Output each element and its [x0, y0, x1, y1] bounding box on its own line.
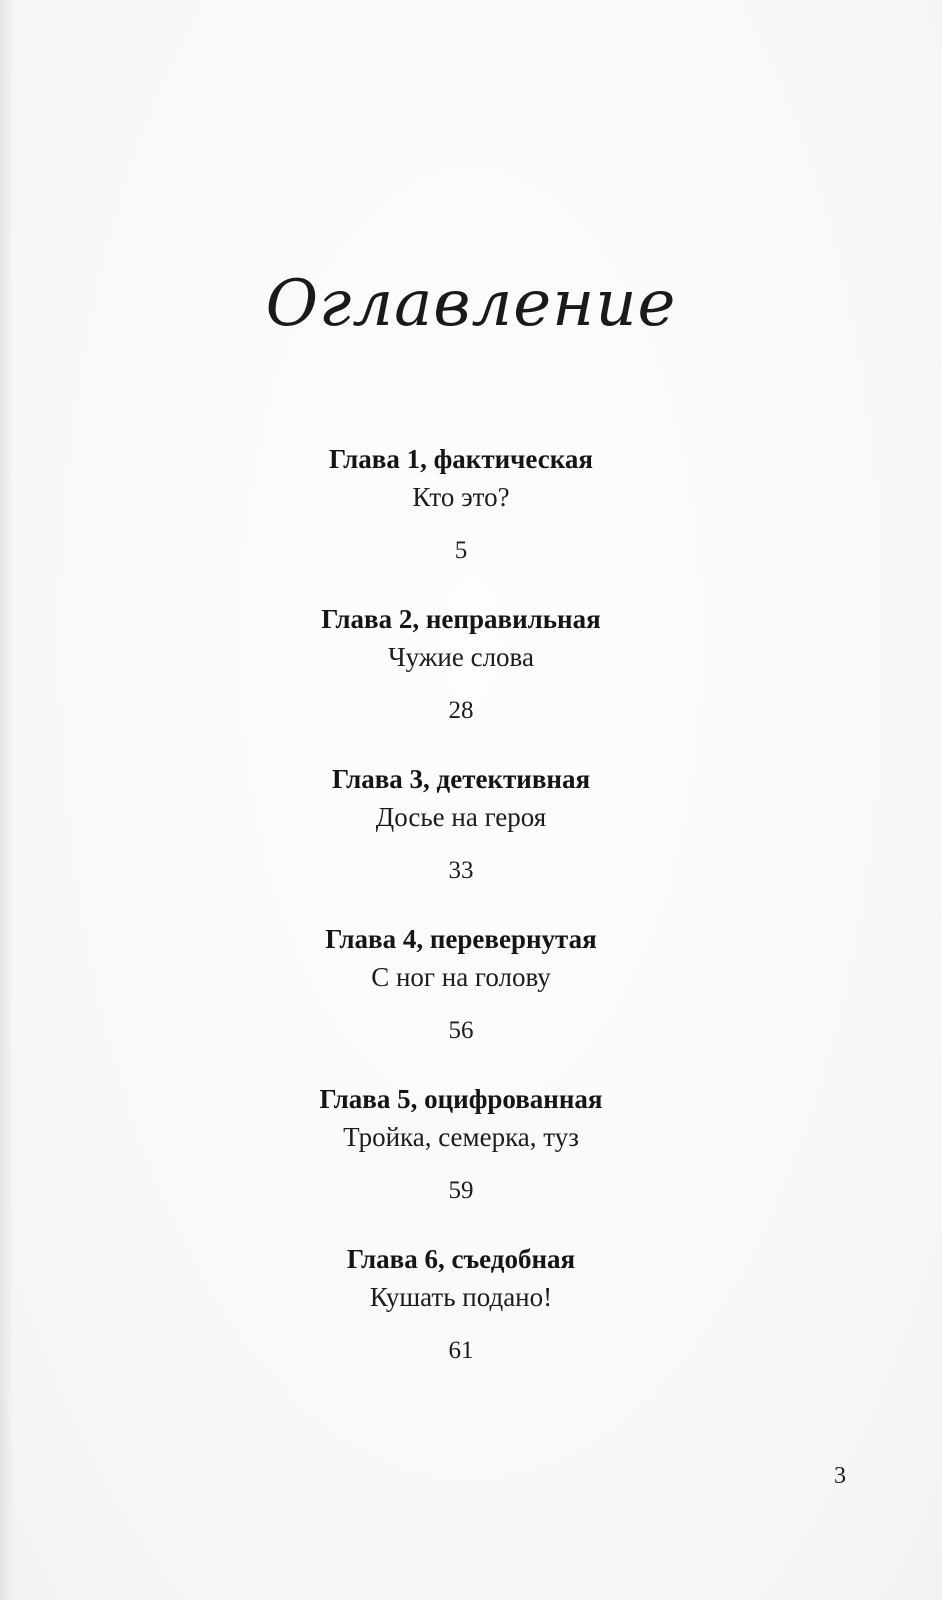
- toc-title: Оглавление: [265, 267, 677, 341]
- chapter-page-number: 56: [448, 1017, 474, 1044]
- chapter-subtitle: Кушать подано!: [369, 1282, 553, 1312]
- toc-entry-6: [0, 1246, 922, 1363]
- chapter-subtitle: Чужие слова: [388, 642, 534, 672]
- chapter-page-number: 28: [448, 697, 474, 724]
- chapter-heading: Глава 4, перевернутая: [325, 924, 597, 954]
- chapter-heading: Глава 6, съедобная: [346, 1244, 576, 1274]
- chapter-subtitle: Кто это?: [412, 482, 510, 512]
- toc-entry-3: [0, 766, 922, 883]
- page-number: 3: [834, 1463, 846, 1489]
- chapter-heading: Глава 2, неправильная: [321, 604, 601, 634]
- chapter-page-number: 61: [448, 1337, 474, 1364]
- toc-entry-1: [0, 446, 922, 563]
- chapter-page-number: 5: [454, 537, 468, 564]
- chapter-heading: Глава 1, фактическая: [329, 444, 593, 474]
- toc-entry-5: [0, 1086, 922, 1203]
- chapter-subtitle: Тройка, семерка, туз: [343, 1122, 579, 1152]
- chapter-heading: Глава 5, оцифрованная: [319, 1084, 603, 1114]
- toc-entry-2: [0, 606, 922, 723]
- chapter-page-number: 59: [448, 1177, 474, 1204]
- chapter-page-number: 33: [448, 857, 474, 884]
- chapter-subtitle: Досье на героя: [375, 802, 547, 832]
- toc-entry-4: [0, 926, 922, 1043]
- chapter-heading: Глава 3, детективная: [331, 764, 591, 794]
- chapter-subtitle: С ног на голову: [371, 962, 551, 992]
